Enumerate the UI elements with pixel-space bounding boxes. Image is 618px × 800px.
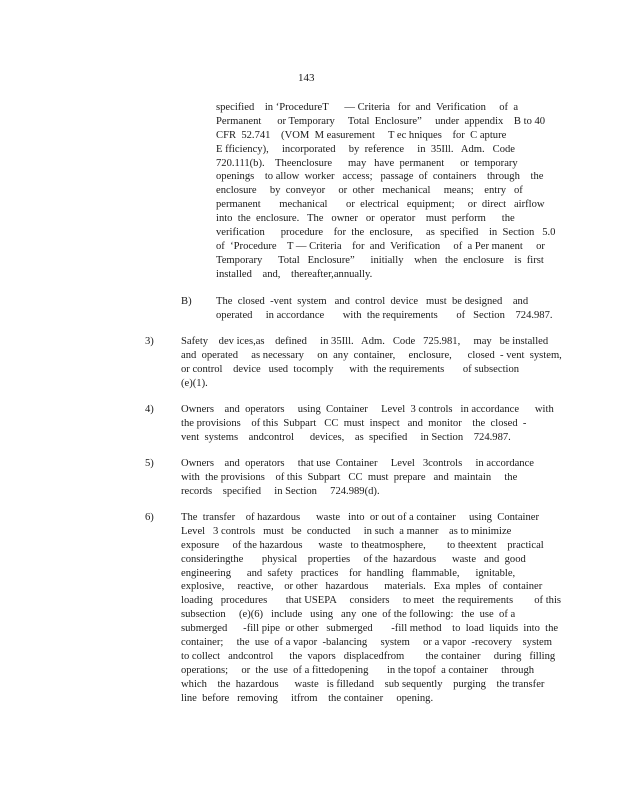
text-line: (e)(1). [181,377,208,389]
text-line: engineering and safety practices for handling flammable, ignitable, [181,567,516,579]
page-number: 143 [298,72,315,84]
text-line: subsection (e)(6) include using any one of the following: the use of a [181,609,516,621]
text-line: or control device used tocomply with the requirements of subsection [181,363,520,375]
text-line: exposure of the hazardous waste to theatmosphere, to theextent practical [181,539,544,551]
paragraph-5-marker: 5) [145,458,154,469]
text-line: into the enclosure. The owner or operator must perform the [216,213,515,225]
subparagraph-a-continued [216,101,555,282]
text-line: with the provisions of this Subpart CC must prepare and maintain the [181,471,518,483]
text-line: CFR 52.741 (VOM M easurement T ec hniques for C apture [216,129,507,141]
paragraph-4 [181,403,554,445]
text-line: line before removing itfrom the container opening. [181,692,434,704]
text-line: records specified in Section 724.989(d). [181,485,380,497]
text-line: Safety dev ices,as defined in 35Ill. Adm. Code 725.981, may be installed [181,336,549,347]
paragraph-6 [181,511,561,705]
text-line: which the hazardous waste is filledand sub sequently purging the transfer [181,678,545,690]
text-line: loading procedures that USEPA considers to meet the requirements of this [181,595,562,607]
text-line: vent systems andcontrol devices, as specified in Section 724.987. [181,431,511,443]
text-line: of ‘Procedure T — Criteria for and Verification of a Per manent or [216,240,545,252]
text-line: the provisions of this Subpart CC must inspect and monitor the closed - [181,417,527,429]
text-line: explosive, reactive, or other hazardous materials. Exa mples of container [181,581,543,593]
text-line: installed and, thereafter,annually. [216,268,373,280]
text-line: E fficiency), incorporated by reference in 35Ill. Adm. Code [216,143,515,155]
paragraph-3 [181,335,562,391]
text-line: Permanent or Temporary Total Enclosure” under appendix B to 40 [216,115,546,127]
text-line: and operated as necessary on any container, enclosure, closed - vent system, [181,349,562,361]
text-line: permanent mechanical or electrical equipment; or direct airflow [216,199,545,211]
text-line: Owners and operators that use Container Level 3controls in accordance [181,458,535,469]
text-line: consideringthe physical properties of the hazardous waste and good [181,553,526,565]
text-line: Level 3 controls must be conducted in such a manner as to minimize [181,525,512,537]
text-line: container; the use of a vapor -balancing system or a vapor -recovery system [181,637,552,649]
text-line: specified in ‘ProcedureT — Criteria for and Verification of a [216,102,519,113]
paragraph-5 [181,457,534,499]
text-line: The closed -vent system and control device must be designed and [216,296,529,307]
text-line: Owners and operators using Container Level 3 controls in accordance with [181,404,554,415]
subparagraph-b [216,295,553,323]
text-line: operated in accordance with the requirements of Section 724.987. [216,309,553,321]
text-line: submerged -fill pipe or other submerged -fill method to load liquids into the [181,623,559,635]
text-line: verification procedure for the enclosure, as specified in Section 5.0 [216,227,556,239]
text-line: to collect andcontrol the vapors displacedfrom the container during filling [181,650,556,662]
paragraph-6-marker: 6) [145,512,154,523]
text-line: The transfer of hazardous waste into or out of a container using Container [181,512,540,523]
text-line: enclosure by conveyor or other mechanical means; entry of [216,185,523,197]
text-line: 720.111(b). Theenclosure may have permanent or temporary [216,157,518,169]
text-line: operations; or the use of a fittedopening in the topof a container through [181,664,535,676]
paragraph-3-marker: 3) [145,336,154,347]
subparagraph-b-marker: B) [181,296,192,307]
text-line: Temporary Total Enclosure” initially when the enclosure is first [216,254,544,266]
text-line: openings to allow worker access; passage of containers through the [216,171,544,183]
paragraph-4-marker: 4) [145,404,154,415]
